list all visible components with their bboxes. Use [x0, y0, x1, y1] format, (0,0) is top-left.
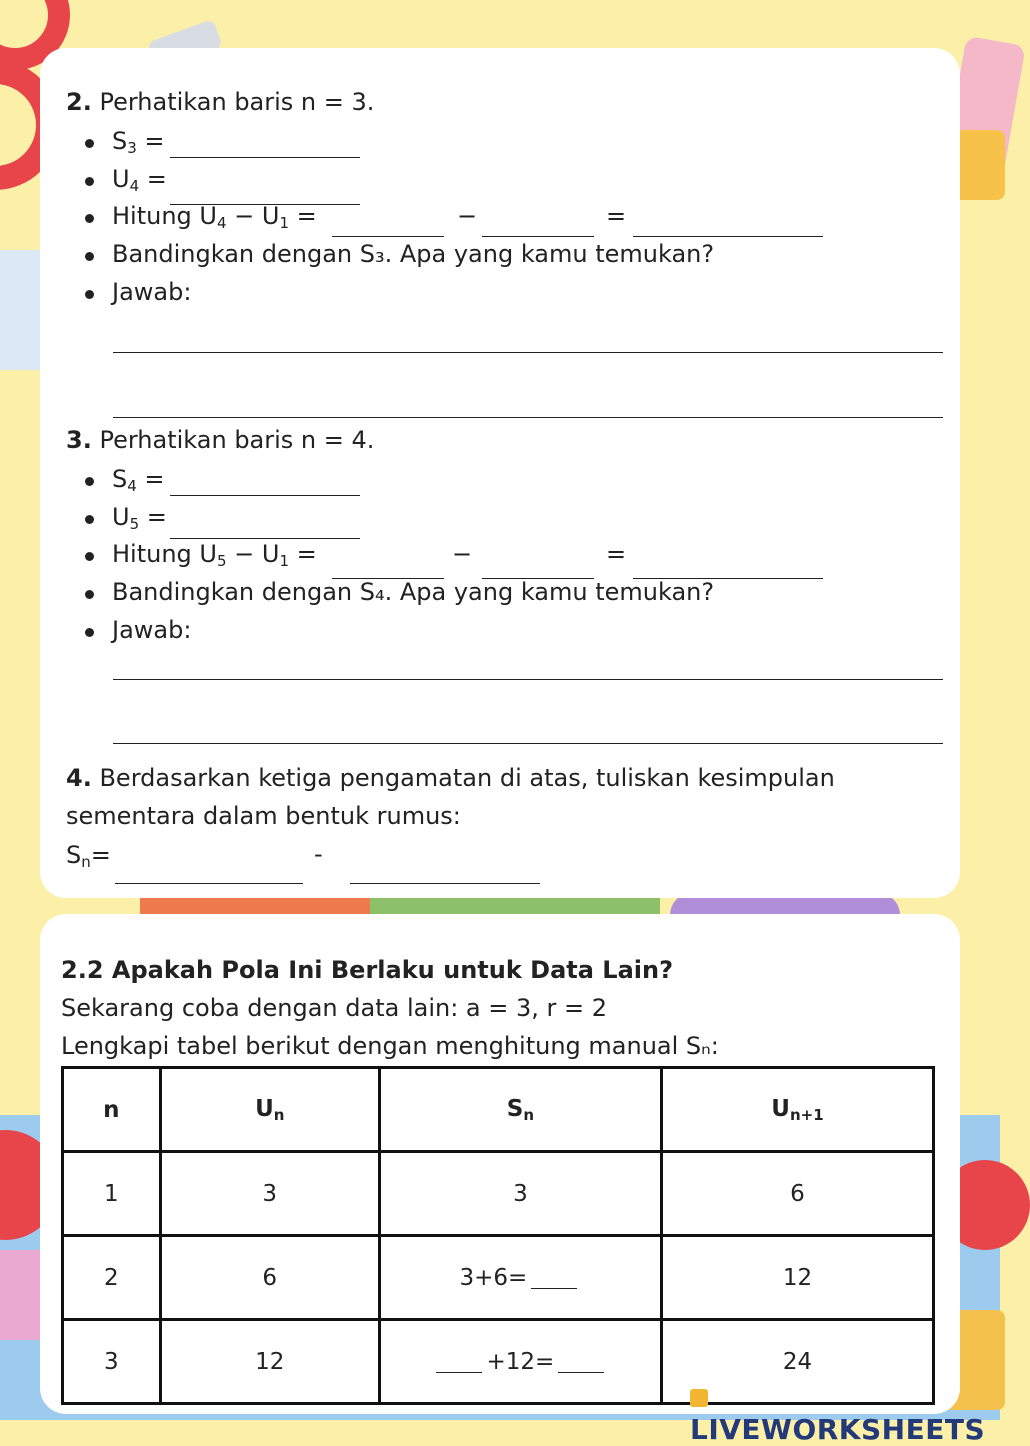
q3-s-label: $S_4$ =	[112, 465, 165, 495]
q3-answer-label: Jawab:	[112, 616, 192, 644]
q2-minus: −	[457, 202, 478, 230]
q4-formula-blank-2[interactable]	[350, 883, 540, 884]
cell-un1: 24	[661, 1320, 933, 1404]
cell-un1: 6	[661, 1152, 933, 1236]
q2-hitung-label: Hitung $U_4 - U_1$ =	[112, 202, 317, 232]
q3-hitung-label: Hitung $U_5 - U_1$ =	[112, 540, 317, 570]
bullet	[85, 628, 94, 637]
q4-formula-blank-1[interactable]	[115, 883, 303, 884]
question-4-line-1: 4. Berdasarkan ketiga pengamatan di atas, tuliskan kesimpulan	[66, 764, 835, 792]
cell-n: 1	[63, 1152, 161, 1236]
cell-sn: 3	[379, 1152, 661, 1236]
q3-answer-line-1[interactable]	[113, 679, 943, 680]
q2-answer-line-1[interactable]	[113, 352, 943, 353]
cell-un: 3	[160, 1152, 379, 1236]
table-row	[63, 1152, 934, 1236]
bullet	[85, 290, 94, 299]
q2-answer-label: Jawab:	[112, 278, 192, 306]
q3-answer-line-2[interactable]	[113, 743, 943, 744]
question-4-line-2: sementara dalam bentuk rumus:	[66, 802, 461, 830]
header-sn: $S_n$	[379, 1068, 661, 1152]
q3-u-label: $U_5$ =	[112, 503, 167, 533]
cell-un: 6	[160, 1236, 379, 1320]
cell-n: 3	[63, 1320, 161, 1404]
bullet	[85, 177, 94, 186]
q2-equals: =	[606, 202, 627, 230]
sn-blank[interactable]	[531, 1288, 577, 1289]
q4-formula-label: $S_n=$	[66, 841, 111, 871]
bullet	[85, 139, 94, 148]
header-un1: $U_{n+1}$	[661, 1068, 933, 1152]
question-2-prompt: 2. Perhatikan baris n = 3.	[66, 88, 375, 116]
q3-u-answer[interactable]	[170, 538, 360, 539]
cell-un: 12	[160, 1320, 379, 1404]
brand-logo: LIVEWORKSHEETS	[690, 1380, 1000, 1446]
q2-hitung-result[interactable]	[633, 236, 823, 237]
bullet	[85, 552, 94, 561]
section-line-1: Sekarang coba dengan data lain: a = 3, r = 2	[61, 994, 608, 1022]
q2-compare: Bandingkan dengan S₃. Apa yang kamu temukan?	[112, 240, 715, 268]
section-title: 2.2 Apakah Pola Ini Berlaku untuk Data Lain?	[61, 956, 674, 984]
brand-icon	[690, 1389, 708, 1407]
section-line-2: Lengkapi tabel berikut dengan menghitung manual Sₙ:	[61, 1032, 719, 1060]
q3-s-answer[interactable]	[170, 495, 360, 496]
q3-compare: Bandingkan dengan S₄. Apa yang kamu temukan?	[112, 578, 715, 606]
q2-hitung-blank-1[interactable]	[332, 236, 444, 237]
sn-blank[interactable]	[558, 1372, 604, 1373]
q2-s-answer[interactable]	[170, 157, 360, 158]
sn-table	[61, 1066, 935, 1405]
sn-blank[interactable]	[436, 1372, 482, 1373]
q3-minus: −	[452, 540, 473, 568]
cell-n: 2	[63, 1236, 161, 1320]
q2-hitung-blank-2[interactable]	[482, 236, 594, 237]
cell-sn: 3+6=	[379, 1236, 661, 1320]
q2-answer-line-2[interactable]	[113, 417, 943, 418]
q3-equals: =	[606, 540, 627, 568]
header-n: n	[63, 1068, 161, 1152]
bullet	[85, 252, 94, 261]
q4-formula-minus: -	[314, 840, 323, 868]
bullet	[85, 214, 94, 223]
cell-un1: 12	[661, 1236, 933, 1320]
bullet	[85, 590, 94, 599]
table-row	[63, 1236, 934, 1320]
table-header-row	[63, 1068, 934, 1152]
header-un: $U_n$	[160, 1068, 379, 1152]
q2-u-label: $U_4$ =	[112, 165, 167, 195]
question-3-prompt: 3. Perhatikan baris n = 4.	[66, 426, 375, 454]
cell-sn: +12=	[379, 1320, 661, 1404]
bullet	[85, 515, 94, 524]
bullet	[85, 477, 94, 486]
q2-s-label: $S_3$ =	[112, 127, 165, 157]
